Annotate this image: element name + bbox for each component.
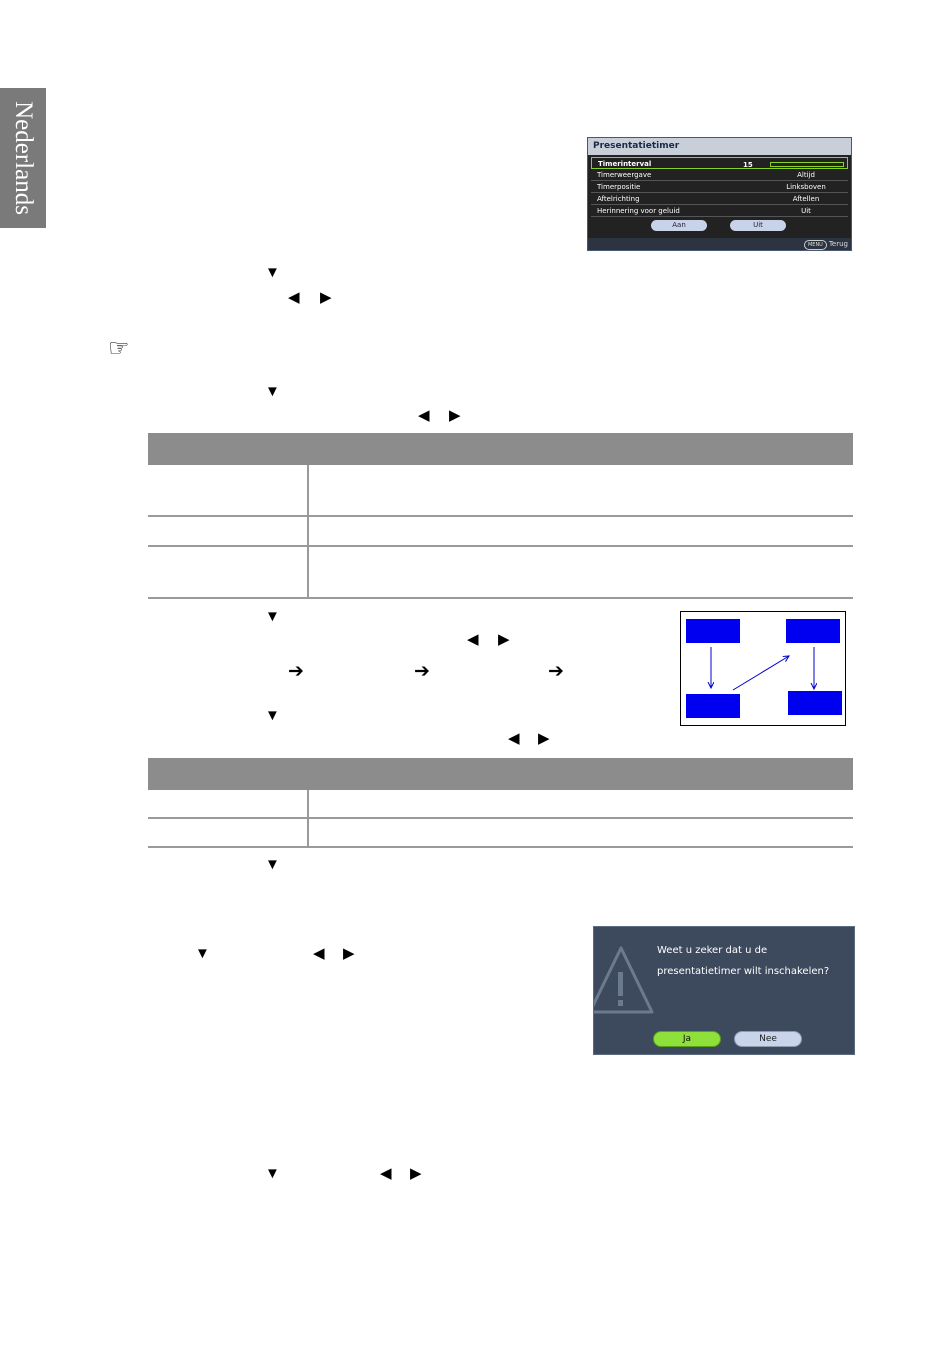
- language-tab: [0, 88, 46, 228]
- timer-interval-slider[interactable]: [743, 161, 844, 169]
- arrow-right-icon: ➔: [414, 661, 430, 682]
- down-arrow-icon: ▼: [265, 1165, 280, 1182]
- menu-footer: [588, 238, 851, 250]
- timer-display-table: [148, 433, 853, 600]
- row-divider: [148, 545, 853, 547]
- count-direction-table: [148, 758, 853, 848]
- down-arrow-icon: ▼: [195, 945, 210, 962]
- dialog-message-line1: Weet u zeker dat u de: [657, 945, 768, 956]
- left-arrow-icon: ◀: [508, 730, 520, 747]
- arrow-right-icon: ➔: [548, 661, 564, 682]
- arrow-diagonal: [733, 656, 789, 690]
- down-arrow-icon: ▼: [265, 856, 280, 873]
- confirm-dialog: [593, 926, 855, 1055]
- note-hand-icon: ☞: [108, 335, 130, 362]
- on-button[interactable]: Aan: [651, 220, 707, 231]
- left-arrow-icon: ◀: [313, 945, 325, 962]
- diagram-arrows: [681, 612, 845, 725]
- right-arrow-icon: ▶: [343, 945, 355, 962]
- slider-value: 15: [743, 161, 753, 169]
- right-arrow-icon: ▶: [320, 289, 332, 306]
- off-button[interactable]: Uit: [730, 220, 786, 231]
- language-label: Nederlands: [10, 101, 37, 215]
- row-value: Uit: [801, 207, 811, 215]
- row-value: Linksboven: [786, 183, 826, 191]
- row-label: Timerinterval: [598, 160, 652, 168]
- row-label: Timerweergave: [597, 171, 652, 179]
- left-arrow-icon: ◀: [467, 631, 479, 648]
- row-divider: [148, 515, 853, 517]
- warning-icon: [594, 944, 656, 1014]
- menu-row-timer-position[interactable]: [591, 181, 848, 193]
- down-arrow-icon: ▼: [265, 707, 280, 724]
- down-arrow-icon: ▼: [265, 608, 280, 625]
- menu-row-count-direction[interactable]: [591, 193, 848, 205]
- arrow-right-icon: ➔: [288, 661, 304, 682]
- no-button[interactable]: Nee: [734, 1031, 802, 1047]
- right-arrow-icon: ▶: [449, 407, 461, 424]
- menu-row-timer-interval[interactable]: [591, 157, 848, 169]
- menu-key-icon: MENU: [804, 240, 827, 250]
- menu-row-sound-reminder[interactable]: [591, 205, 848, 217]
- left-arrow-icon: ◀: [380, 1165, 392, 1182]
- menu-title: Presentatietimer: [588, 138, 851, 155]
- row-label: Herinnering voor geluid: [597, 207, 680, 215]
- back-label: Terug: [828, 240, 848, 248]
- down-arrow-icon: ▼: [265, 264, 280, 281]
- right-arrow-icon: ▶: [498, 631, 510, 648]
- row-value: Altijd: [797, 171, 815, 179]
- row-divider: [148, 597, 853, 599]
- row-value: Aftellen: [792, 195, 820, 203]
- row-label: Timerpositie: [597, 183, 641, 191]
- table-header: [148, 433, 853, 465]
- left-arrow-icon: ◀: [418, 407, 430, 424]
- table-header: [148, 758, 853, 790]
- timer-position-diagram: [680, 611, 846, 726]
- row-label: Aftelrichting: [597, 195, 640, 203]
- column-divider: [307, 465, 309, 597]
- presentation-timer-menu: [587, 137, 852, 251]
- yes-button[interactable]: Ja: [653, 1031, 721, 1047]
- row-divider: [148, 817, 853, 819]
- left-arrow-icon: ◀: [288, 289, 300, 306]
- menu-row-timer-display[interactable]: [591, 169, 848, 181]
- row-divider: [148, 846, 853, 848]
- right-arrow-icon: ▶: [410, 1165, 422, 1182]
- down-arrow-icon: ▼: [265, 383, 280, 400]
- right-arrow-icon: ▶: [538, 730, 550, 747]
- dialog-message-line2: presentatietimer wilt inschakelen?: [657, 966, 830, 977]
